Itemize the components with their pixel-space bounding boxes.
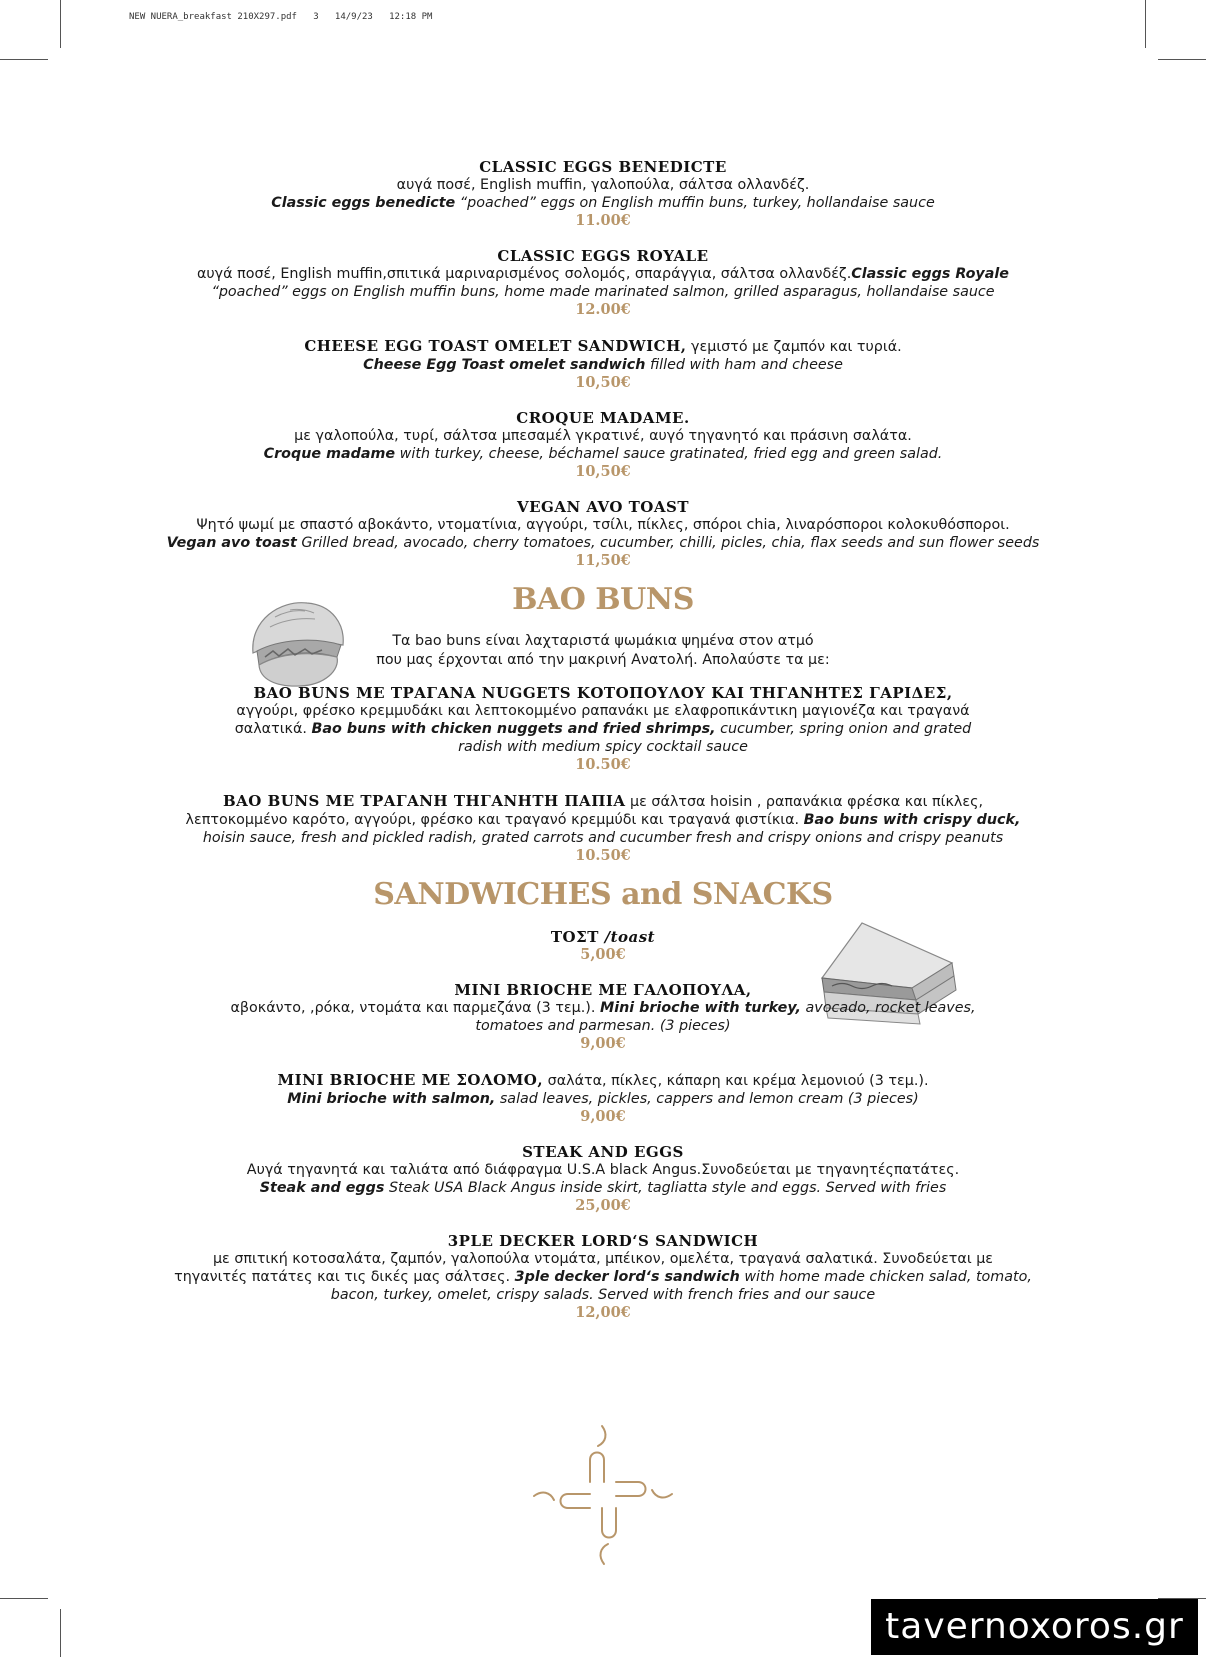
- menu-content: [100, 158, 1106, 1339]
- crop-mark: [60, 0, 61, 48]
- item-description-english: [100, 445, 1106, 463]
- item-price: 11.00€: [575, 212, 631, 229]
- item-description-greek: Ψητό ψωμί με σπαστό αβοκάντο, ντοματίνια, αγγούρι, τσίλι, πίκλες, σπόροι chia, λιναρόσποροι κολοκυθόσποροι.: [196, 517, 1010, 533]
- item-price: 10.50€: [575, 756, 631, 773]
- crop-mark: [1145, 0, 1146, 48]
- item-description-greek: με σπιτική κοτοσαλάτα, ζαμπόν, γαλοπούλα ντομάτα, μπέικον, ομελέτα, τραγανά σαλατικά. Συνοδεύεται με: [212, 1251, 994, 1267]
- item-description-mixed: [100, 720, 1106, 738]
- crop-mark: [60, 1609, 61, 1657]
- item-description-english: [100, 1179, 1106, 1197]
- item-description-greek-text: τηγανιτές πατάτες και τις δικές μας σάλτσες.: [174, 1269, 515, 1285]
- item-description-mixed: [100, 999, 1106, 1017]
- item-description-greek: αυγά ποσέ, English muffin, γαλοπούλα, σάλτσα ολλανδέζ.: [396, 177, 810, 193]
- item-price: 10,50€: [575, 463, 631, 480]
- item-description-english: bacon, turkey, omelet, crispy salads. Served with french fries and our sauce: [330, 1287, 876, 1303]
- item-description-english-rest: with home made chicken salad, tomato,: [739, 1269, 1032, 1285]
- item-price: 10.50€: [575, 847, 631, 864]
- menu-item-3ple-decker: [100, 1232, 1106, 1322]
- item-description-greek: Αυγά τηγανητά και ταλιάτα από διάφραγμα U.S.A black Angus.Συνοδεύεται με τηγανητέςπατάτες.: [246, 1162, 960, 1178]
- item-price: 9,00€: [580, 1035, 626, 1052]
- item-description-english: [100, 534, 1106, 552]
- menu-item-toast: [100, 927, 1106, 964]
- section-intro-line: που μας έρχονται από την μακρινή Ανατολή. Απολαύστε τα με:: [376, 652, 830, 668]
- item-description-greek: με γαλοπούλα, τυρί, σάλτσα μπεσαμέλ γκρατινέ, αυγό τηγανητό και πράσινη σαλάτα.: [294, 428, 912, 444]
- item-price: 9,00€: [580, 1108, 626, 1125]
- item-description-english-rest: cucumber, spring onion and grated: [715, 721, 972, 737]
- menu-item-eggs-benedicte: [100, 158, 1106, 230]
- item-name-english: Bao buns with chicken nuggets and fried shrimps,: [311, 721, 716, 737]
- item-title-line: [100, 336, 1106, 356]
- item-name-english: Cheese Egg Toast omelet sandwich: [363, 357, 646, 373]
- section-title-sandwiches: SANDWICHES and SNACKS: [373, 877, 833, 912]
- item-description-greek-text: αβοκάντο, ,ρόκα, ντομάτα και παρμεζάνα (3 τεμ.).: [230, 1000, 600, 1016]
- item-title-line: [100, 791, 1106, 811]
- menu-item-bao-duck: [100, 791, 1106, 865]
- menu-item-brioche-salmon: [100, 1070, 1106, 1126]
- item-title-english: /toast: [598, 928, 656, 946]
- item-name-english: Classic eggs benedicte: [271, 195, 456, 211]
- item-description-english: [100, 356, 1106, 374]
- item-title: MINI BRIOCHE ΜΕ ΣΟΛΟΜΟ,: [277, 1071, 544, 1089]
- crop-mark: [0, 59, 48, 60]
- item-name-english: Vegan avo toast: [166, 535, 297, 551]
- item-description-mixed: [100, 811, 1106, 829]
- item-title: CLASSIC EGGS BENEDICTE: [479, 158, 727, 176]
- section-intro-line: Τα bao buns είναι λαχταριστά ψωμάκια ψημένα στον ατμό: [392, 633, 814, 649]
- item-description-greek: με σάλτσα hoisin , ραπανάκια φρέσκα και πίκλες,: [625, 794, 984, 810]
- item-description-english-rest: avocado, rocket leaves,: [800, 1000, 976, 1016]
- item-title: ΤΟΣΤ: [550, 928, 599, 946]
- item-description-english: [100, 194, 1106, 212]
- item-name-english: Croque madame: [263, 446, 396, 462]
- item-price: 11,50€: [575, 552, 631, 569]
- item-name-english: 3ple decker lord‘s sandwich: [514, 1269, 740, 1285]
- item-name-english: Bao buns with crispy duck,: [803, 812, 1021, 828]
- item-description-english: “poached” eggs on English muffin buns, home made marinated salmon, grilled asparagus, hollandaise sauce: [211, 284, 995, 300]
- menu-item-eggs-royale: [100, 247, 1106, 319]
- item-description-mixed: [100, 1268, 1106, 1286]
- item-title: CHEESE EGG TOAST OMELET SANDWICH,: [304, 337, 687, 355]
- site-watermark: tavernoxoros.gr: [871, 1599, 1198, 1655]
- print-header: NEW NUERA_breakfast 210X297.pdf 3 14/9/23 12:18 PM: [129, 12, 433, 22]
- item-price: 12,00€: [575, 1304, 631, 1321]
- item-description-english: tomatoes and parmesan. (3 pieces): [475, 1018, 731, 1034]
- item-description-english: radish with medium spicy cocktail sauce: [458, 739, 748, 755]
- item-description-english-rest: salad leaves, pickles, cappers and lemon cream (3 pieces): [495, 1091, 919, 1107]
- item-description-greek: αγγούρι, φρέσκο κρεμμυδάκι και λεπτοκομμένο ραπανάκι με ελαφροπικάντικη μαγιονέζα και τραγανά: [236, 703, 970, 719]
- logo-ornament: [528, 1420, 678, 1570]
- menu-item-vegan-avo-toast: [100, 498, 1106, 570]
- item-description-english-rest: “poached” eggs on English muffin buns, turkey, hollandaise sauce: [455, 195, 935, 211]
- item-description-greek-text: αυγά ποσέ, English muffin,σπιτικά μαριναρισμένος σολομός, σπαράγγια, σάλτσα ολλανδέζ.: [196, 266, 852, 282]
- item-name-english: Steak and eggs: [259, 1180, 385, 1196]
- item-price: 12.00€: [575, 301, 631, 318]
- item-title-line: [100, 1070, 1106, 1090]
- item-description-english-rest: Steak USA Black Angus inside skirt, tagliatta style and eggs. Served with fries: [384, 1180, 947, 1196]
- item-name-english: Mini brioche with salmon,: [287, 1091, 496, 1107]
- item-title: VEGAN AVO TOAST: [516, 498, 690, 516]
- item-title: 3PLE DECKER LORD‘S SANDWICH: [447, 1232, 759, 1250]
- item-name-english: Mini brioche with turkey,: [599, 1000, 801, 1016]
- crop-mark: [0, 1598, 48, 1599]
- item-title: BAO BUNS ΜΕ ΤΡΑΓΑΝΗ ΤΗΓΑΝΗΤΗ ΠΑΠΙΑ: [222, 792, 626, 810]
- item-title: CROQUE MADAME.: [516, 409, 690, 427]
- item-price: 10,50€: [575, 374, 631, 391]
- item-description-greek: σαλάτα, πίκλες, κάπαρη και κρέμα λεμονιού (3 τεμ.).: [543, 1073, 929, 1089]
- menu-item-cheese-egg-toast: [100, 336, 1106, 392]
- item-description-greek-text: σαλατικά.: [234, 721, 312, 737]
- item-description-english: [100, 1090, 1106, 1108]
- menu-item-croque-madame: [100, 409, 1106, 481]
- item-title: BAO BUNS ΜΕ ΤΡΑΓΑΝΑ NUGGETS ΚΟΤΟΠΟΥΛΟΥ ΚΑΙ ΤΗΓΑΝΗΤΕΣ ΓΑΡΙΔΕΣ,: [253, 684, 953, 702]
- item-price: 5,00€: [580, 946, 626, 963]
- crop-mark: [1158, 59, 1206, 60]
- item-title: STEAK AND EGGS: [522, 1143, 684, 1161]
- item-title: MINI BRIOCHE ΜΕ ΓΑΛΟΠΟΥΛΑ,: [454, 981, 752, 999]
- item-name-english: Classic eggs Royale: [851, 266, 1009, 282]
- item-title: CLASSIC EGGS ROYALE: [497, 247, 709, 265]
- menu-item-bao-chicken-shrimp: [100, 684, 1106, 774]
- item-description-english-rest: with turkey, cheese, béchamel sauce gratinated, fried egg and green salad.: [395, 446, 943, 462]
- item-description-english-rest: Grilled bread, avocado, cherry tomatoes, cucumber, chilli, picles, chia, flax seeds and sun flower seeds: [296, 535, 1040, 551]
- menu-item-steak-and-eggs: [100, 1143, 1106, 1215]
- item-description-english: hoisin sauce, fresh and pickled radish, grated carrots and cucumber fresh and crispy onions and crispy peanuts: [202, 830, 1004, 846]
- item-price: 25,00€: [575, 1197, 631, 1214]
- item-description-greek-text: λεπτοκομμένο καρότο, αγγούρι, φρέσκο και τραγανό κρεμμύδι και τραγανά φιστίκια.: [185, 812, 804, 828]
- item-description-greek: γεμιστό με ζαμπόν και τυριά.: [686, 339, 902, 355]
- item-description-greek: [100, 265, 1106, 283]
- item-description-english-rest: filled with ham and cheese: [645, 357, 843, 373]
- item-title-line: [100, 927, 1106, 946]
- menu-item-brioche-turkey: [100, 981, 1106, 1053]
- section-title-bao-buns: BAO BUNS: [512, 582, 694, 617]
